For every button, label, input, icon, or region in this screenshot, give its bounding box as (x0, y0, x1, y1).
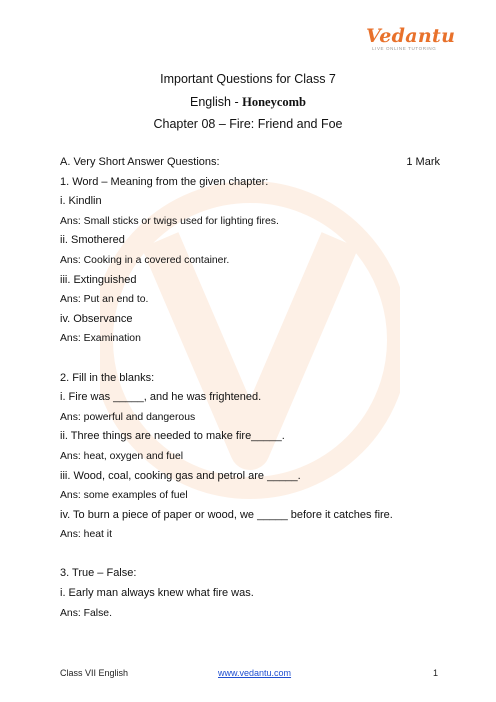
subject-book: Honeycomb (242, 95, 306, 109)
questions-content (60, 153, 440, 623)
question-2-answer: Ans: heat, oxygen and fuel (60, 450, 184, 462)
document-subject (0, 95, 496, 110)
section-heading-row (60, 153, 440, 173)
question-2-title: 2. Fill in the blanks: (60, 371, 155, 384)
document-title: Important Questions for Class 7 (160, 72, 336, 86)
question-3-item: i. Early man always knew what fire was. (60, 587, 254, 600)
question-2-item: iv. To burn a piece of paper or wood, we _____ before it catches fire. (60, 508, 393, 521)
question-3-title: 3. True – False: (60, 567, 137, 580)
question-2-item: i. Fire was _____, and he was frightened. (60, 391, 262, 404)
question-2-item: ii. Three things are needed to make fire_____. (60, 430, 285, 443)
footer-class-label: Class VII English (60, 668, 129, 678)
brand-name: Vedantu (366, 25, 456, 47)
question-2-answer: Ans: powerful and dangerous (60, 411, 196, 423)
section-marks: 1 Mark (406, 156, 440, 168)
section-heading: A. Very Short Answer Questions: (60, 156, 220, 168)
chapter-title: Chapter 08 – Fire: Friend and Foe (153, 117, 343, 131)
vedantu-logo (366, 26, 462, 54)
question-1-item: iv. Observance (60, 312, 133, 325)
question-2-answer: Ans: heat it (60, 529, 112, 541)
subject-prefix: English - (190, 95, 243, 109)
question-1-item: i. Kindlin (60, 195, 102, 208)
spacer (60, 349, 440, 369)
page-footer (60, 668, 438, 682)
page-number: 1 (432, 668, 438, 678)
question-2-item: iii. Wood, coal, cooking gas and petrol are _____. (60, 469, 301, 482)
footer-website-link[interactable]: www.vedantu.com (218, 668, 292, 678)
spacer (60, 545, 440, 565)
question-1-answer: Ans: Put an end to. (60, 294, 149, 306)
question-1-answer: Ans: Cooking in a covered container. (60, 254, 230, 266)
question-2-answer: Ans: some examples of fuel (60, 490, 188, 502)
question-1-answer: Ans: Examination (60, 333, 141, 345)
question-3-answer: Ans: False. (60, 607, 112, 619)
question-1-item: ii. Smothered (60, 234, 125, 247)
brand-tagline: LIVE ONLINE TUTORING (372, 46, 437, 51)
question-1-answer: Ans: Small sticks or twigs used for lighting fires. (60, 215, 279, 227)
question-1-title: 1. Word – Meaning from the given chapter: (60, 175, 269, 188)
question-1-item: iii. Extinguished (60, 273, 137, 286)
